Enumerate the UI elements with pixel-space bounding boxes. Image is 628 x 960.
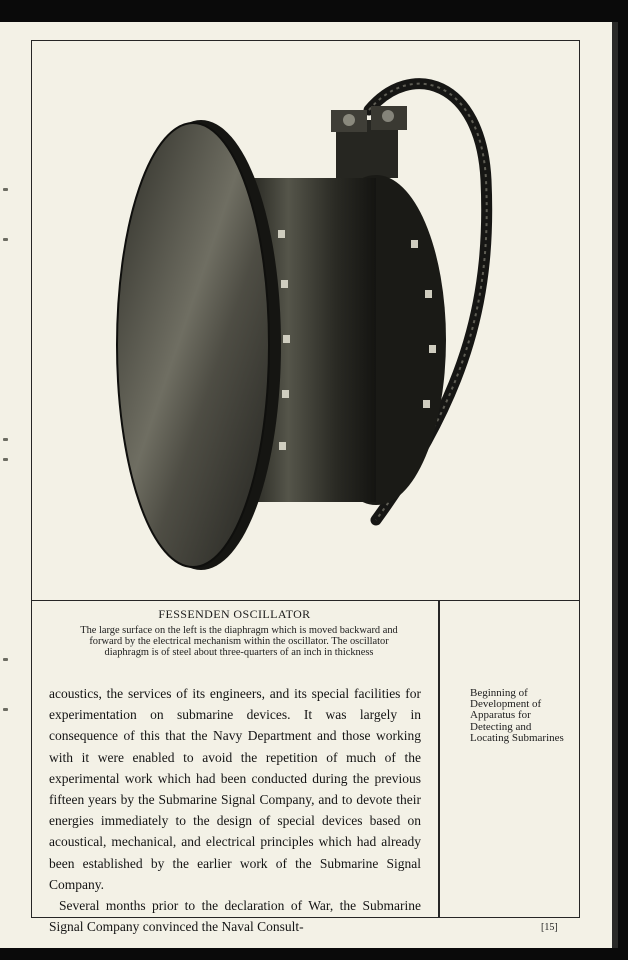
body-text — [49, 683, 421, 937]
binding-mark — [3, 458, 8, 461]
body-column — [31, 683, 439, 935]
page-number: [15] — [541, 922, 558, 933]
binding-mark — [3, 188, 8, 191]
caption-text: The large surface on the left is the diaphragm which is moved backward and forward by the electrical mechanism within the oscillator. The oscillator diaphragm is of steel about three-quarters of an inch in thickness — [80, 625, 398, 658]
body-paragraph: acoustics, the services of its engineers, and its special facilities for experimentation on submarine devices. It was largely in consequence of this that the Navy Department and those working with it were enabled to avoid the repetition of much of the experimental work which had been conducted during the previous fifteen years by the Submarine Signal Company, and to devote their energies immediately to the design of special devices based on acoustical, mechanical, and electrical principles which had already been established by the earlier work of the Submarine Signal Company. — [49, 686, 421, 892]
body-paragraph: Several months prior to the declaration of War, the Submarine Signal Company convinced the Naval Consult- — [49, 898, 421, 935]
margin-note: Beginning of Development of Apparatus for Detecting and Locating Submarines — [470, 687, 564, 744]
margin-column — [439, 600, 580, 918]
oscillator-photo — [31, 40, 580, 600]
binding-mark — [3, 438, 8, 441]
caption-title: FESSENDEN OSCILLATOR — [158, 607, 311, 621]
binding-mark — [3, 708, 8, 711]
binding-mark — [3, 658, 8, 661]
figure-caption — [31, 600, 439, 683]
binding-mark — [3, 238, 8, 241]
oscillator-illustration — [31, 40, 580, 600]
